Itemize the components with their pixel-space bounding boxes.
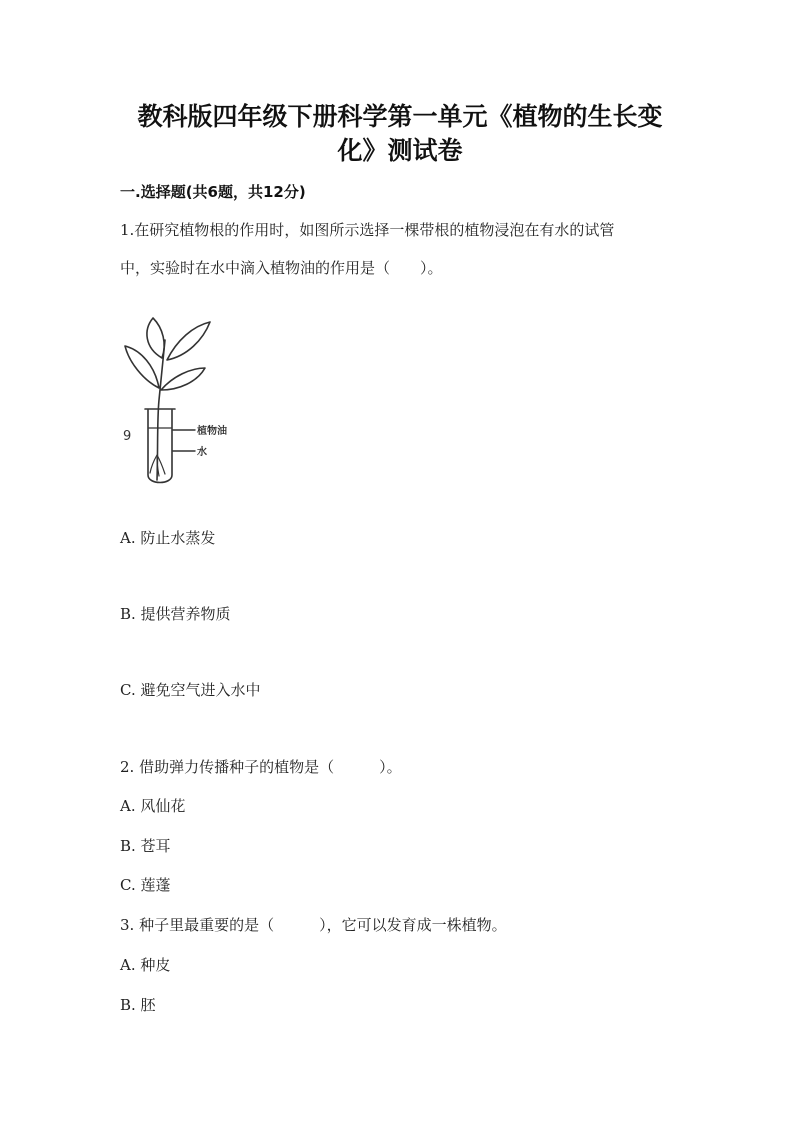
- q1-text-line1: 1.在研究植物根的作用时，如图所示选择一棵带根的植物浸泡在有水的试管: [120, 221, 615, 239]
- q1-option-b: B. 提供营养物质: [120, 605, 231, 623]
- q1-option-a: A. 防止水蒸发: [120, 529, 216, 547]
- figure-number: 9: [123, 429, 132, 444]
- q3-option-b: B. 胚: [120, 996, 156, 1014]
- q2-option-c: C. 莲蓬: [120, 876, 171, 894]
- q2-option-a: A. 风仙花: [120, 797, 186, 815]
- plant-test-tube-figure: [115, 310, 255, 490]
- label-water: 水: [197, 447, 207, 458]
- doc-title-line1: 教科版四年级下册科学第一单元《植物的生长变: [137, 102, 663, 131]
- q2-text: 2. 借助弹力传播种子的植物是（ ）。: [120, 758, 402, 776]
- plant-stem: [157, 340, 165, 480]
- leaf-top-right: [167, 322, 210, 360]
- doc-title-line2: 化》测试卷: [337, 136, 463, 165]
- leaf-mid-right: [161, 368, 205, 390]
- q1-option-c: C. 避免空气进入水中: [120, 681, 261, 699]
- label-oil: 植物油: [197, 426, 227, 437]
- test-tube: [148, 410, 172, 483]
- leaf-top-left: [147, 318, 164, 358]
- section-heading: 一.选择题(共6题，共12分): [120, 183, 306, 201]
- q2-option-b: B. 苍耳: [120, 837, 171, 855]
- q3-text: 3. 种子里最重要的是（ ），它可以发育成一株植物。: [120, 916, 507, 934]
- q3-option-a: A. 种皮: [120, 956, 171, 974]
- q1-text-line2: 中，实验时在水中滴入植物油的作用是（ ）。: [120, 259, 443, 277]
